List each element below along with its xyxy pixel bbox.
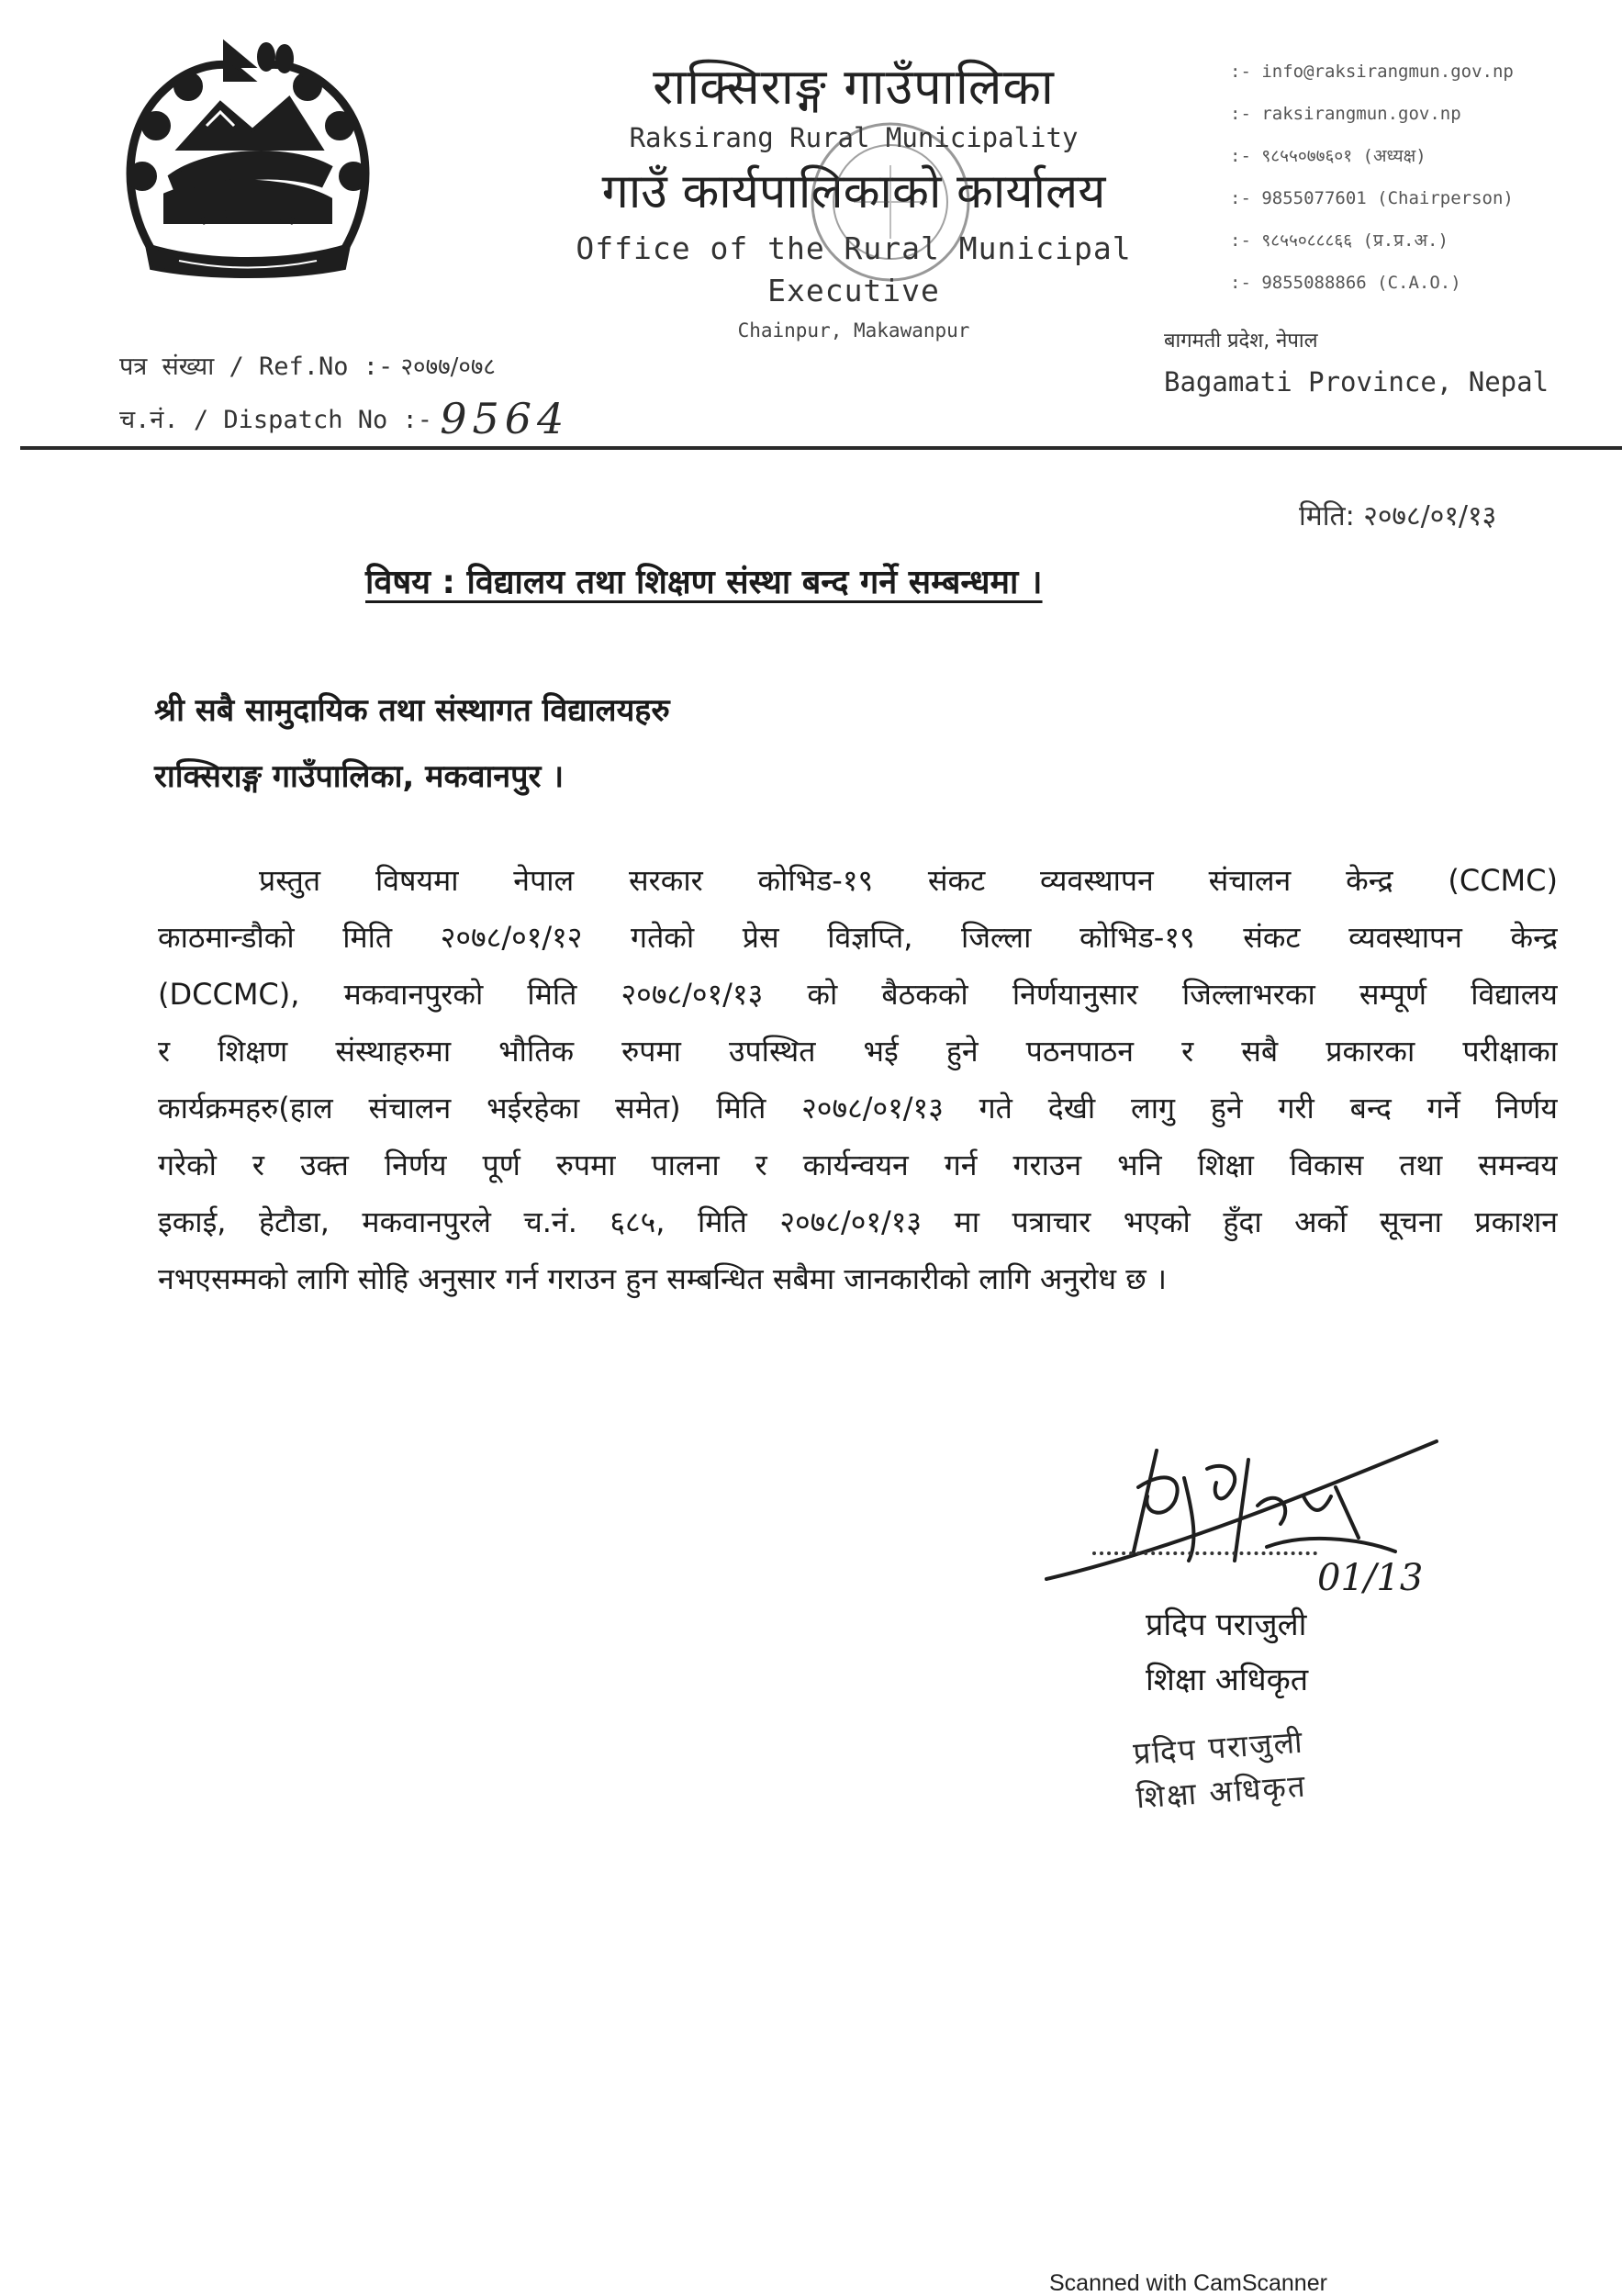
ref-number-value: २०७७/०७८ [400,353,496,381]
contact-phone-cao-en: :- 9855088866 (C.A.O.) [1230,273,1461,293]
nepal-emblem-logo [115,39,381,282]
stamp-name: प्रदिप पराजुली [1132,1723,1305,1772]
dispatch-number-value: 9564 [440,394,570,443]
contact-phone-chairperson-np: :- ९८५५०७७६०१ (अध्यक्ष) [1230,146,1426,166]
contact-email: :- info@raksirangmun.gov.np [1230,62,1514,82]
addressee-block [154,678,670,810]
office-name-english: Office of the Rural Municipal Executive [576,230,1132,308]
province-nepali: बागमती प्रदेश, नेपाल [1164,330,1318,353]
office-location: Chainpur, Makawanpur [737,319,970,342]
signature-dotted-line [1092,1551,1317,1555]
ref-number-line [119,344,569,390]
signatory-title: शिक्षा अधिकृत [1146,1662,1309,1698]
signature-date: 01/13 [1317,1557,1424,1599]
header-divider [20,446,1622,450]
municipality-name-nepali: राक्सिराङ्ग गाउँपालिका [653,58,1055,116]
signatory-block [1146,1597,1308,1708]
body-line: इकाई, हेटौडा, मकवानपुरले च.नं. ६८५, मिति २०७८/०१/१३ मा पत्राचार भएको हुँदा अर्को सूचना प्रकाशन [158,1204,1558,1239]
dispatch-number-line [119,390,570,443]
letter-subject: विषय : विद्यालय तथा शिक्षण संस्था बन्द गर्ने सम्बन्धमा । [365,564,1043,601]
body-line: र शिक्षण संस्थाहरुमा भौतिक रुपमा उपस्थित भई हुने पठनपाठन र सबै प्रकारका परीक्षाका [158,1034,1558,1069]
municipality-name-english: Raksirang Rural Municipality [629,122,1079,153]
stamp-title: शिक्षा अधिकृत [1135,1767,1308,1816]
addressee-line-1: श्री सबै सामुदायिक तथा संस्थागत विद्यालयहरु [154,692,670,729]
province-block [1164,321,1605,402]
contact-phone-chairperson-en: :- 9855077601 (Chairperson) [1230,188,1514,208]
addressee-line-2: राक्सिराङ्ग गाउँपालिका, मकवानपुर । [154,758,565,795]
province-english: Bagamati Province, Nepal [1164,366,1549,398]
ref-number-label: पत्र संख्या / Ref.No :- [119,353,394,381]
name-stamp [1132,1720,1309,1820]
body-line: काठमान्डौको मिति २०७८/०१/१२ गतेको प्रेस विज्ञप्ति, जिल्ला कोभिड-१९ संकट व्यवस्थापन केन्द्र [158,920,1558,955]
signatory-name: प्रदिप पराजुली [1146,1607,1307,1643]
contact-phone-cao-np: :- ९८५५०८८८६६ (प्र.प्र.अ.) [1230,230,1449,251]
body-line: गरेको र उक्त निर्णय पूर्ण रुपमा पालना र कार्यन्वयन गर्न गराउन भनि शिक्षा विकास तथा समन्वय [158,1148,1558,1182]
letter-date: मिति: २०७८/०१/१३ [1299,500,1497,532]
office-round-stamp [803,115,978,289]
body-line: (DCCMC), मकवानपुरको मिति २०७८/०१/१३ को बैठकको निर्णयानुसार जिल्लाभरका सम्पूर्ण विद्यालय [158,977,1558,1012]
dispatch-number-label: च.नं. / Dispatch No :- [119,406,432,434]
body-line: नभएसम्मको लागि सोहि अनुसार गर्न गराउन हुन सम्बन्धित सबैमा जानकारीको लागि अनुरोध छ । [158,1261,1168,1296]
contact-website: :- raksirangmun.gov.np [1230,104,1461,124]
body-line: कार्यक्रमहरु(हाल संचालन भईरहेका समेत) मिति २०७८/०१/१३ गते देखी लागु हुने गरी बन्द गर्ने निर्णय [158,1091,1558,1126]
contact-details [1230,50,1616,304]
handwritten-signature [1028,1432,1505,1607]
reference-block [119,344,570,443]
letter-body [158,852,1558,1307]
camscanner-watermark: Scanned with CamScanner [1049,2270,1327,2296]
office-name-nepali: गाउँ कार्यपालिकाको कार्यालय [601,164,1106,219]
body-line: प्रस्तुत विषयमा नेपाल सरकार कोभिड-१९ संकट व्यवस्थापन संचालन केन्द्र (CCMC) [259,863,1558,898]
